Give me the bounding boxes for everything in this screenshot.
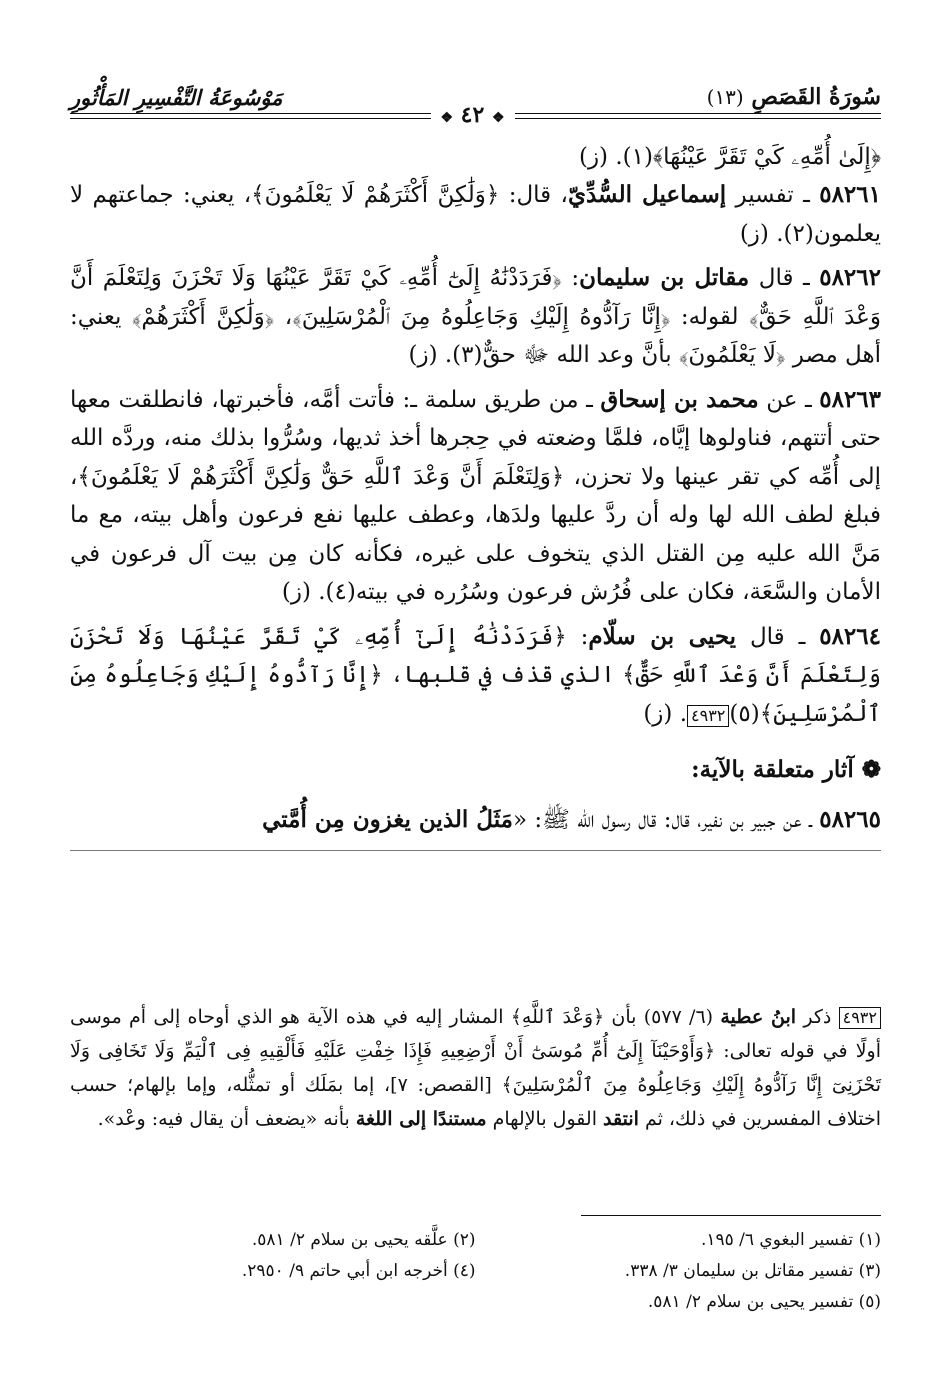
narration-intro: ـ قال [749,265,820,291]
narration-intro: ـ عن [758,386,820,413]
narration-58263 [70,381,881,612]
footnotes [70,1225,881,1318]
narrator-name: يحيى بن سلّام [588,622,737,650]
narration-tail: . (ز) [643,700,688,727]
note-intro: ذكر [796,1006,839,1028]
note-number-box: ٤٩٣٢ [839,1007,881,1029]
narration-intro: ـ تفسير [726,182,820,208]
scholar-name: ابنُ عطية [720,1006,797,1028]
narration-58262 [70,259,881,375]
section-heading: ❁ آثار متعلقة بالآية: [691,756,881,783]
note-bold-basis: مستندًا إلى اللغة [355,1108,487,1130]
narrator-name: مقاتل بن سليمان [579,264,750,291]
narration-text: ـ من طريق سلمة ـ: فأتت أمَّه، فأخبرتها، فانطلقت معها حتى أتتهم، فناولوها إيَّاه، فلمَّا وضعته في حِجرها أخذ ثديها، وسُرُّوا بذلك منه، وردَّه الله إلى أُمِّه كي تقر عينها ولا تحزن، ﴿وَلِتَعْلَمَ أَنَّ وَعْدَ ٱللَّهِ حَقٌّ وَلَٰكِنَّ أَكْثَرَهُمْ لَا يَعْلَمُونَ﴾، فبلغ لطف الله لها وله أن ردَّ عليها ولدَها، وعطف عليها نفع فرعون وأهل بيته، مع ما مَنَّ الله عليه مِن القتل الذي يتخوف على غيره، فكأنه كان مِن بيت آل فرعون في الأمان والسَّعَة، فكان على فُرُش فرعون وسُرُره في بيته(٤). (ز) [70,386,881,605]
note-text: (٦/ ٥٧٧) بأن ﴿وَعْدَ ٱللَّهِ﴾ المشار إليه في هذه الآية هو الذي أوحاه إلى أم موسى أولًا في قوله تعالى: ﴿وَأَوْحَيْنَآ إِلَىٰٓ أُمِّ مُوسَىٰٓ أَنْ أَرْضِعِيهِ فَإِذَا خِفْتِ عَلَيْهِ فَأَلْقِيهِ فِى ٱلْيَمِّ وَلَا تَخَافِى وَلَا تَحْزَنِىٓ إِنَّا رَآدُّوهُ إِلَيْكِ وَجَاعِلُوهُ مِنَ ٱلْمُرْسَلِينَ﴾ [القصص: ٧]، إما بمَلَك أو تمثُّله، وإما بإلهام؛ حسب اختلاف المفسرين في ذلك، ثم [70,1006,881,1130]
commentary-note [70,1000,881,1136]
narration-number: ٥٨٢٦٣ [819,385,882,413]
narration-intro: ـ عن جبير بن نفير، قال: قال رسول الله ﷺ: « [513,807,820,833]
footnote-1: (١) تفسير البغوي ٦/ ١٩٥. [700,1230,881,1250]
footnote-rule [581,1215,881,1216]
footnote-3: (٣) تفسير مقاتل بن سليمان ٣/ ٣٣٨. [624,1261,881,1281]
narration-number: ٥٨٢٦٢ [819,264,881,291]
narration-intro: ـ قال [736,623,820,650]
note-bold-criticized: انتقد [603,1108,639,1130]
surah-title [707,84,881,110]
note-separator [70,850,881,851]
narrator-name: إسماعيل السُّدِّيّ [567,181,727,208]
hadith-text: مَثَلُ الذين يغزون مِن أُمَّتي [262,806,513,833]
narration-number: ٥٨٢٦٥ [819,806,881,833]
narration-58265 [70,801,881,840]
encyclopedia-title: مَوْسُوعَةُ التَّفْسِيرِ المَأْثُورِ [70,85,283,110]
ornament-icon: ❖ [491,110,505,126]
note-reference-box[interactable]: ٤٩٣٢ [687,705,729,727]
note-text-mid: القول بالإلهام [486,1108,604,1130]
continued-line: ﴿إِلَىٰ أُمِّهِۦ كَيْ تَقَرَّ عَيْنُهَا﴾(١). (ز) [578,144,881,170]
footnote-2: (٢) علَّقه يحيى بن سلام ٢/ ٥٨١. [251,1230,476,1250]
narration-text: : ﴿فَرَدَدْنَٰهُ إِلَىٰٓ أُمِّهِۦ كَيْ تَقَرَّ عَيْنُهَا وَلَا تَحْزَنَ وَلِتَعْلَمَ أَنَّ وَعْدَ ٱللَّهِ حَقٌّ﴾ الذي قذف في قلبها، ﴿إِنَّا رَآدُّوهُ إِلَيْكِ وَجَاعِلُوهُ مِنَ ٱلْمُرْسَلِينَ﴾(٥) [70,623,881,727]
narrator-name: محمد بن إسحاق [600,385,759,413]
note-text-end: بأنه «يضعف أن يقال فيه: وعْد». [97,1108,356,1130]
surah-name: سُورَةُ القَصَصِ [751,84,881,110]
narration-text: : ﴿فَرَدَدْنَٰهُ إِلَىٰٓ أُمِّهِۦ كَيْ تَقَرَّ عَيْنُهَا وَلَا تَحْزَنَ وَلِتَعْلَمَ أَنَّ وَعْدَ ٱللَّهِ حَقٌّ﴾ لقوله: ﴿إِنَّا رَآدُّوهُ إِلَيْكِ وَجَاعِلُوهُ مِنَ ٱلْمُرْسَلِينَ﴾، ﴿وَلَٰكِنَّ أَكْثَرَهُمْ﴾ يعني: أهل مصر ﴿لَا يَعْلَمُونَ﴾ بأنَّ وعد الله ﷻ حقٌّ(٣). (ز) [70,265,881,368]
narration-58261 [70,176,881,253]
narration-number: ٥٨٢٦١ [819,181,881,208]
footnote-4: (٤) أخرجه ابن أبي حاتم ٩/ ٢٩٥٠. [241,1261,476,1281]
narration-text: ، قال: ﴿وَلَٰكِنَّ أَكْثَرَهُمْ لَا يَعْلَمُونَ﴾، يعني: جماعتهم لا يعلمون(٢). (ز) [70,182,881,247]
narration-58264 [70,618,881,734]
page-number [430,102,514,128]
narration-number: ٥٨٢٦٤ [819,622,881,650]
ornament-icon: ❖ [440,110,454,126]
page-number-value: ٤٢ [460,102,485,128]
main-text [70,138,881,859]
footnote-5: (٥) تفسير يحيى بن سلام ٢/ ٥٨١. [647,1292,881,1312]
juz-number: (١٣) [706,85,744,109]
